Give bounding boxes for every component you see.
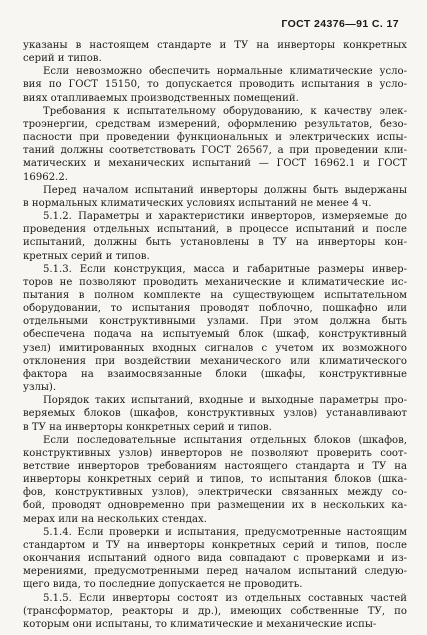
text-line: 16962.2. bbox=[23, 171, 68, 183]
text-line: отклонения при воздействии механического или климатического bbox=[23, 355, 407, 367]
text-line: матических и механических испытаний — ГОСТ 16962.1 и ГОСТ bbox=[23, 158, 407, 170]
paragraph bbox=[23, 184, 407, 210]
paragraph bbox=[23, 105, 407, 184]
paragraph bbox=[23, 434, 407, 526]
paragraph bbox=[23, 65, 407, 104]
text-line: (трансформатор, реакторы и др.), имеющих собственные ТУ, по bbox=[23, 605, 407, 617]
paragraph bbox=[23, 263, 407, 395]
text-line: 5.1.4. Если проверки и испытания, предусмотренные настоящим bbox=[43, 526, 407, 538]
text-line: проведения отдельных испытаний, в процессе испытаний и после bbox=[23, 224, 407, 236]
text-line: троэнергии, средствам измерений, оформлению результатов, безо- bbox=[23, 118, 407, 130]
text-line: щего вида, то последние допускается не проводить. bbox=[23, 579, 303, 591]
text-line: узлы). bbox=[23, 382, 57, 394]
text-line: Если невозможно обеспечить нормальные климатические усло- bbox=[43, 66, 407, 78]
paragraph bbox=[23, 210, 407, 263]
paragraph bbox=[23, 39, 407, 65]
text-line: таний должны соответствовать ГОСТ 26567, а при проведении кли- bbox=[23, 145, 407, 157]
text-line: конструктивных узлов) инверторов не позволяют проверить соот- bbox=[23, 447, 407, 459]
text-line: пытания в полном комплекте на существующем испытательном bbox=[23, 289, 407, 301]
text-line: в нормальных климатических условиях испытаний не менее 4 ч. bbox=[23, 197, 372, 209]
text-line: мерениями, предусмотренными перед началом испытаний следую- bbox=[23, 566, 407, 578]
text-line: Перед началом испытаний инверторы должны быть выдержаны bbox=[43, 184, 407, 196]
text-line: ветствие инверторов требованиям настоящего стандарта и ТУ на bbox=[23, 461, 407, 472]
text-line: Требования к испытательному оборудованию, к качеству элек- bbox=[43, 105, 407, 117]
text-line: 5.1.3. Если конструкция, масса и габаритные размеры инвер- bbox=[43, 263, 407, 275]
text-line: пасности при проведении функциональных и электрических испы- bbox=[23, 132, 407, 144]
text-line: виях отапливаемых производственных помещений. bbox=[23, 92, 299, 104]
text-line: веряемых блоков (шкафов, конструктивных узлов) устанавливают bbox=[23, 408, 407, 420]
text-line: 5.1.5. Если инверторы состоят из отдельных составных частей bbox=[43, 592, 407, 604]
text-line: узел) имитированных входных сигналов с учетом их возможного bbox=[23, 342, 407, 354]
text-line: Если последовательные испытания отдельных блоков (шкафов, bbox=[43, 434, 407, 446]
text-line: фов, конструктивных узлов), электрически связанных между со- bbox=[23, 487, 407, 499]
paragraph bbox=[23, 526, 407, 592]
paragraph bbox=[23, 394, 407, 433]
text-line: Порядок таких испытаний, входные и выходные параметры про- bbox=[43, 395, 407, 407]
text-line: торов не позволяют проводить механические и климатические ис- bbox=[23, 276, 407, 288]
paragraph bbox=[23, 592, 407, 631]
text-line: 5.1.2. Параметры и характеристики инверторов, измеряемые до bbox=[43, 211, 407, 223]
text-line: фактора на взаимосвязанные блоки (шкафы, конструктивные bbox=[23, 368, 407, 380]
page-header: ГОСТ 24376—91 С. 17 bbox=[281, 18, 399, 30]
text-line: бой, проводят одновременно при размещении их в нескольких ка- bbox=[23, 500, 407, 512]
text-line: отдельными конструктивными узлами. При этом должна быть bbox=[23, 316, 407, 328]
text-line: в ТУ на инверторы конкретных серий и типов. bbox=[23, 421, 272, 433]
text-line: мерах или на нескольких стендах. bbox=[23, 513, 207, 525]
text-line: оборудовании, то испытания проводят поблочно, пошкафно или bbox=[23, 303, 407, 315]
document-body bbox=[23, 39, 407, 631]
text-line: обеспечена подача на испытуемый блок (шкаф, конструктивный bbox=[23, 329, 407, 341]
text-line: которым они испытаны, то климатические и механические испы- bbox=[23, 618, 377, 630]
text-line: окончания испытаний одного вида совпадают с проверками и из- bbox=[23, 553, 407, 565]
text-line: испытаний, должны быть установлены в ТУ на инверторы кон- bbox=[23, 237, 407, 249]
text-line: стандартом и ТУ на инверторы конкретных серий и типов, после bbox=[23, 539, 407, 551]
text-line: инверторы конкретных серий и типов, то испытания блоков (шка- bbox=[23, 474, 407, 486]
text-line: серий и типов. bbox=[23, 53, 102, 65]
text-line: указаны в настоящем стандарте и ТУ на инверторы конкретных bbox=[23, 40, 407, 51]
text-line: кретных серий и типов. bbox=[23, 250, 150, 262]
text-line: вия по ГОСТ 15150, то допускается проводить испытания в усло- bbox=[23, 79, 407, 91]
